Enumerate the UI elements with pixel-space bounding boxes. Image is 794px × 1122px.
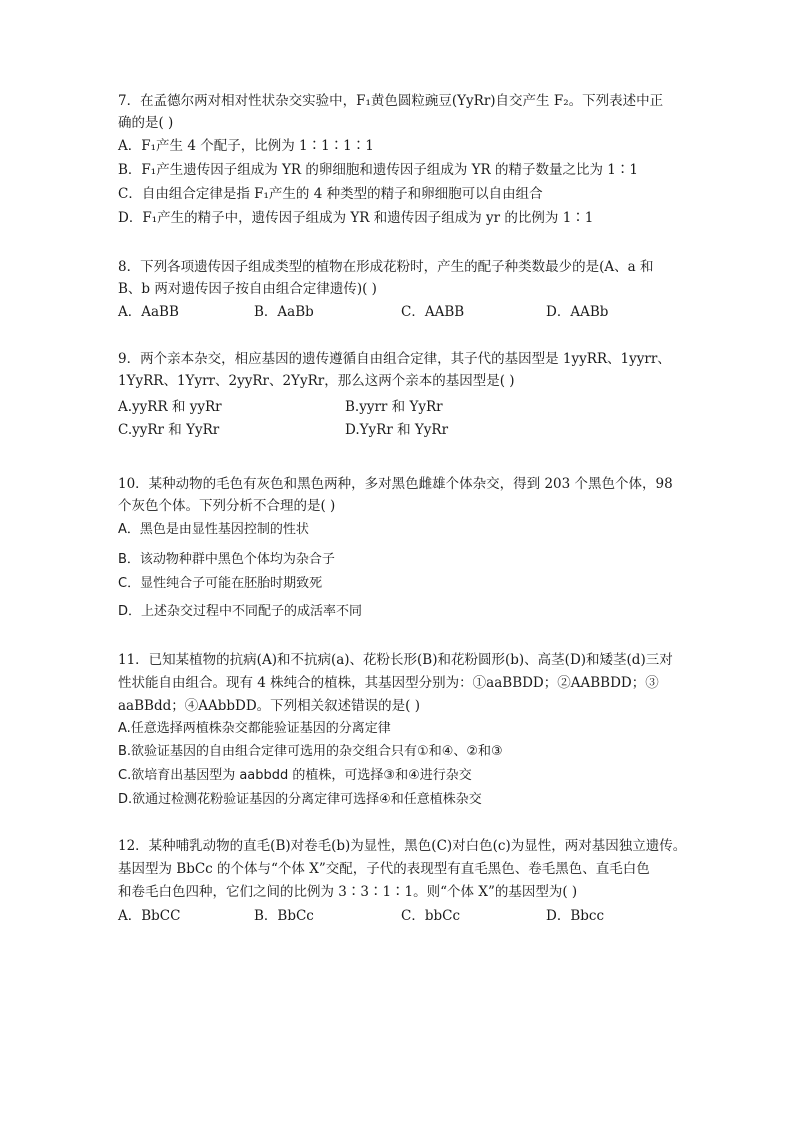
question-9-stem-line-1: 9．两个亲本杂交，相应基因的遗传遵循自由组合定律，其子代的基因型是 1yyRR、1yyrr、	[118, 351, 671, 367]
question-12-option-c: C．bbCc	[401, 908, 461, 924]
question-11-option-a: A.任意选择两植株杂交都能验证基因的分离定律	[118, 721, 391, 736]
question-12-option-d: D．Bbcc	[546, 908, 605, 924]
question-12-stem-line-2: 基因型为 BbCc 的个体与“个体 X”交配，子代的表现型有直毛黑色、卷毛黑色、直毛白色	[118, 861, 650, 877]
question-10-option-d: D．上述杂交过程中不同配子的成活率不同	[118, 604, 363, 619]
question-9-stem-line-2: 1YyRR、1Yyrr、2yyRr、2YyRr，那么这两个亲本的基因型是( )	[118, 373, 515, 389]
question-9-option-b: B.yyrr 和 YyRr	[345, 399, 443, 415]
question-12-option-b: B．BbCc	[254, 908, 314, 924]
question-11-stem-line-2: 性状能自由组合。现有 4 株纯合的植株，其基因型分别为：①aaBBDD；②AABBDD；③	[118, 675, 659, 691]
question-8-stem-line-2: B、b 两对遗传因子按自由组合定律遗传)( )	[118, 281, 377, 297]
question-9-option-d: D.YyRr 和 YyRr	[345, 422, 449, 438]
question-9-option-a: A.yyRR 和 yyRr	[118, 399, 222, 415]
question-7-option-d: D．F₁产生的精子中，遗传因子组成为 YR 和遗传因子组成为 yr 的比例为 1∶1	[118, 210, 594, 226]
question-11-option-d: D.欲通过检测花粉验证基因的分离定律可选择④和任意植株杂交	[118, 792, 482, 807]
question-7-option-b: B．F₁产生遗传因子组成为 YR 的卵细胞和遗传因子组成为 YR 的精子数量之比为 1∶1	[118, 162, 638, 178]
question-8-option-a: A．AaBB	[118, 304, 179, 320]
question-10-stem-line-2: 个灰色个体。下列分析不合理的是( )	[118, 498, 336, 514]
question-11-option-b: B.欲验证基因的自由组合定律可选用的杂交组合只有①和④、②和③	[118, 744, 503, 759]
question-8-option-b: B．AaBb	[254, 304, 314, 320]
question-11-stem-line-1: 11．已知某植物的抗病(A)和不抗病(a)、花粉长形(B)和花粉圆形(b)、高茎(D)和矮茎(d)三对	[118, 652, 673, 668]
question-7-stem-line-2: 确的是( )	[118, 115, 174, 131]
question-12-stem-line-3: 和卷毛白色四种，它们之间的比例为 3∶3∶1∶1。则“个体 X”的基因型为( )	[118, 884, 578, 900]
question-11-stem-line-3: aaBBdd；④AAbbDD。下列相关叙述错误的是( )	[118, 698, 420, 714]
question-7-option-c: C．自由组合定律是指 F₁产生的 4 种类型的精子和卵细胞可以自由组合	[118, 186, 543, 202]
question-8-stem-line-1: 8．下列各项遗传因子组成类型的植物在形成花粉时，产生的配子种类数最少的是(A、a 和	[118, 259, 654, 275]
question-7-option-a: A．F₁产生 4 个配子，比例为 1∶1∶1∶1	[118, 138, 374, 154]
question-12-stem-line-1: 12．某种哺乳动物的直毛(B)对卷毛(b)为显性，黑色(C)对白色(c)为显性，两对基因独立遗传。	[118, 838, 687, 854]
question-8-options	[118, 303, 678, 321]
question-12-options	[118, 907, 678, 925]
question-9-options-row-2	[118, 421, 678, 439]
question-8-option-c: C．AABB	[401, 304, 465, 320]
question-7-stem-line-1: 7．在孟德尔两对相对性状杂交实验中，F₁黄色圆粒豌豆(YyRr)自交产生 F₂。下列表述中正	[118, 93, 664, 109]
question-10-option-c: C．显性纯合子可能在胚胎时期致死	[118, 576, 323, 591]
question-10-option-b: B．该动物种群中黑色个体均为杂合子	[118, 552, 335, 567]
question-9-option-c: C.yyRr 和 YyRr	[118, 422, 220, 438]
question-9-options-row-1	[118, 398, 678, 416]
question-10-option-a: A．黑色是由显性基因控制的性状	[118, 522, 309, 537]
question-10-stem-line-1: 10．某种动物的毛色有灰色和黑色两种，多对黑色雌雄个体杂交，得到 203 个黑色个体，98	[118, 476, 673, 492]
question-12-option-a: A．BbCC	[118, 908, 181, 924]
question-8-option-d: D．AABb	[546, 304, 609, 320]
question-11-option-c: C.欲培育出基因型为 aabbdd 的植株，可选择③和④进行杂交	[118, 768, 472, 783]
